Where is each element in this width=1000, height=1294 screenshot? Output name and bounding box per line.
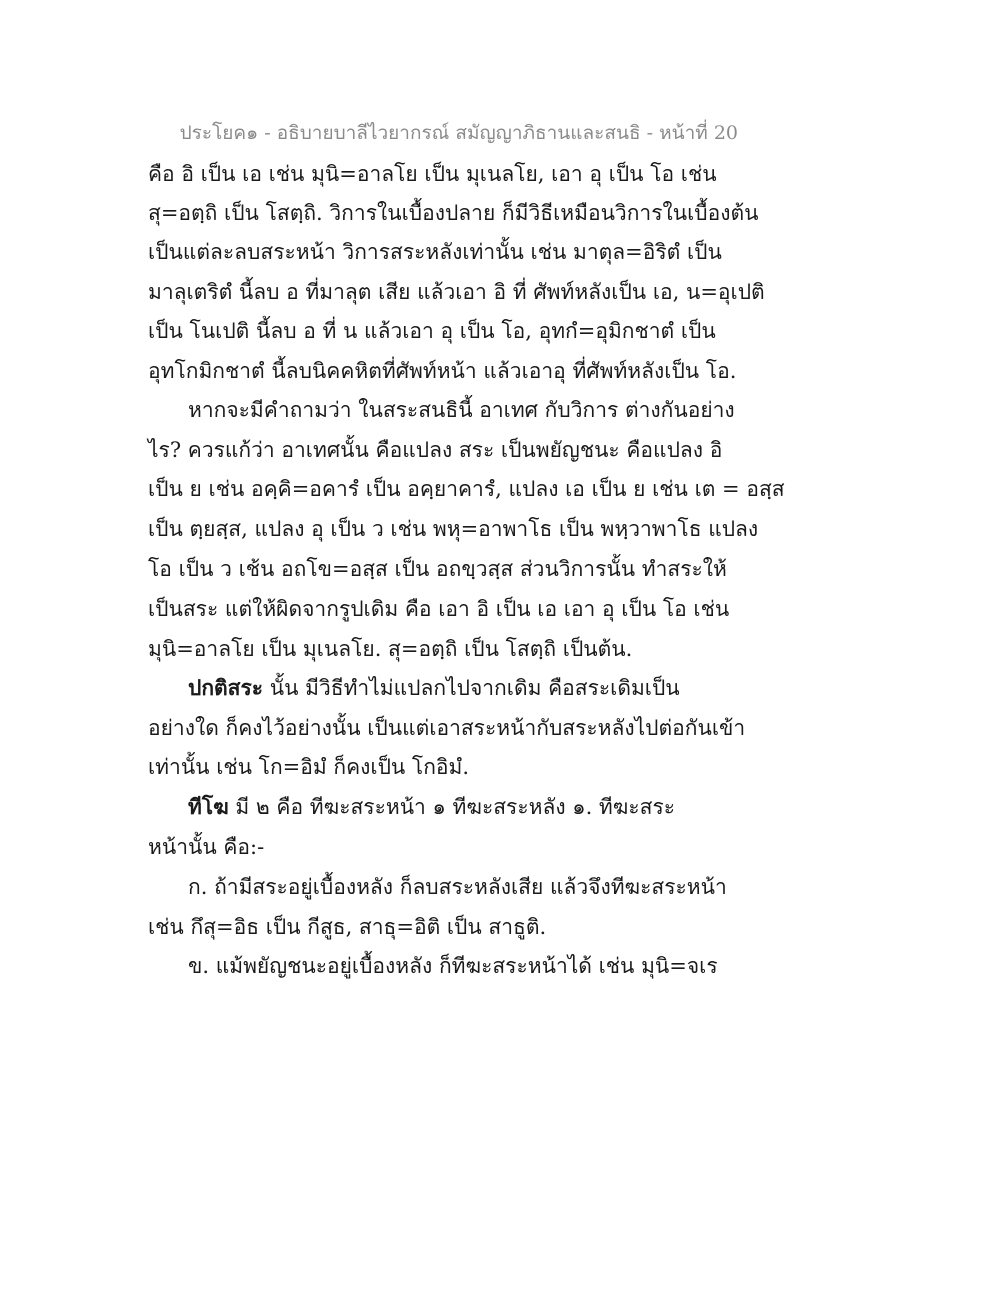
text-line: หน้านั้น คือ:-: [148, 835, 265, 859]
text-line: มาลุเตริตํ นี้ลบ อ ที่มาลุต เสีย แล้วเอา อิ ที่ ศัพท์หลังเป็น เอ, น=อุเปติ: [148, 280, 765, 304]
text-line: อุทโกมิกชาตํ นี้ลบนิคคหิตที่ศัพท์หน้า แล้วเอาอุ ที่ศัพท์หลังเป็น โอ.: [148, 359, 737, 383]
text-line: [188, 674, 680, 702]
text-line: ไร? ควรแก้ว่า อาเทศนั้น คือแปลง สระ เป็นพยัญชนะ คือแปลง อิ: [148, 438, 723, 462]
text-line: โอ เป็น ว เช้น อถโข=อสฺส เป็น อถขฺวสฺส ส่วนวิการนั้น ทำสระให้: [148, 557, 727, 581]
text-span: มี ๒ คือ ทีฆะสระหน้า ๑ ทีฆะสระหลัง ๑. ทีฆะสระ: [228, 795, 676, 819]
text-line: สุ=อตฺถิ เป็น โสตฺถิ. วิการในเบื้องปลาย ก็มีวิธีเหมือนวิการในเบื้องต้น: [148, 201, 759, 225]
text-line: เป็นแต่ละลบสระหน้า วิการสระหลังเท่านั้น เช่น มาตุล=อิริตํ เป็น: [148, 240, 722, 264]
text-span: นั้น มีวิธีทำไม่แปลกไปจากเดิม คือสระเดิมเป็น: [263, 676, 680, 700]
text-line: มุนิ=อาลโย เป็น มุเนลโย. สุ=อตฺถิ เป็น โสตฺถิ เป็นต้น.: [148, 637, 633, 661]
text-line: [188, 793, 675, 821]
term-pakati-sara: ปกติสระ: [188, 675, 264, 700]
list-item-ka: ก. ถ้ามีสระอยู่เบื้องหลัง ก็ลบสระหลังเสีย แล้วจึงทีฆะสระหน้า: [188, 875, 727, 899]
text-line: คือ อิ เป็น เอ เช่น มุนิ=อาลโย เป็น มุเนลโย, เอา อุ เป็น โอ เช่น: [148, 162, 717, 186]
term-theegho: ทีโฆ: [188, 794, 229, 819]
text-line: เป็น โนเปติ นี้ลบ อ ที่ น แล้วเอา อุ เป็น โอ, อุทกํ=อุมิกชาตํ เป็น: [148, 319, 716, 343]
text-line: เท่านั้น เช่น โก=อิมํ ก็คงเป็น โกอิมํ.: [148, 755, 470, 779]
text-line: เป็นสระ แต่ให้ผิดจากรูปเดิม คือ เอา อิ เป็น เอ เอา อุ เป็น โอ เช่น: [148, 597, 730, 621]
text-line: เป็น ย เช่น อคฺคิ=อคารํ เป็น อคฺยาคารํ, แปลง เอ เป็น ย เช่น เต = อสฺส: [148, 477, 785, 501]
text-line: หากจะมีคำถามว่า ในสระสนธินี้ อาเทศ กับวิการ ต่างกันอย่าง: [188, 398, 735, 422]
running-header: ประโยค๑ - อธิบายบาลีไวยากรณ์ สมัญญาภิธานและสนธิ - หน้าที่ 20: [179, 122, 738, 144]
list-item-kha: ข. แม้พยัญชนะอยู่เบื้องหลัง ก็ทีฆะสระหน้าได้ เช่น มุนิ=จเร: [188, 954, 718, 978]
text-line: เช่น กึสุ=อิธ เป็น กีสูธ, สาธุ=อิติ เป็น สาธูติ.: [148, 915, 547, 939]
text-line: อย่างใด ก็คงไว้อย่างนั้น เป็นแต่เอาสระหน้ากับสระหลังไปต่อกันเข้า: [148, 716, 746, 740]
text-line: เป็น ตฺยสฺส, แปลง อุ เป็น ว เช่น พหุ=อาพาโธ เป็น พหฺวาพาโธ แปลง: [148, 517, 759, 541]
